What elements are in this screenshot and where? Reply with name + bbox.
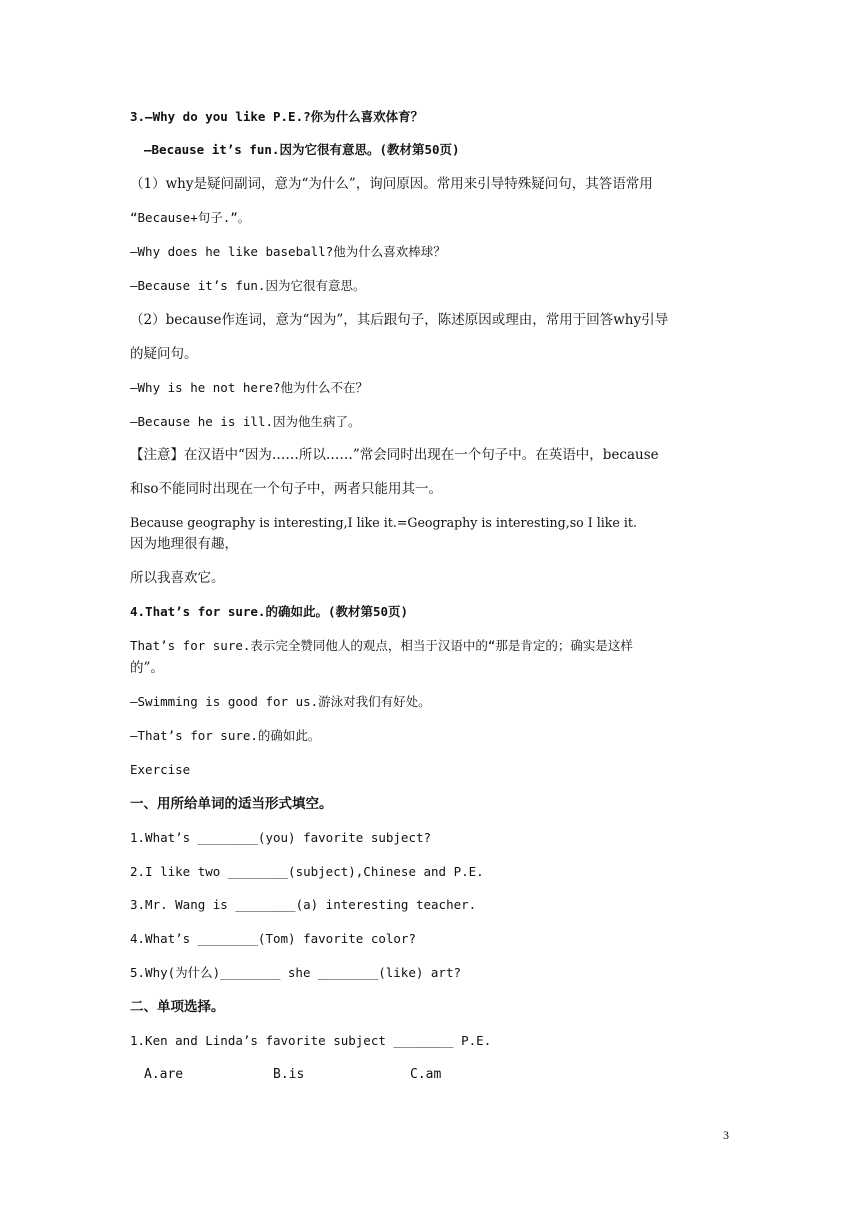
item-3-answer: —Because it’s fun.因为它很有意思。(教材第50页) xyxy=(144,142,460,157)
attention-line-1: 【注意】在汉语中“因为……所以……”常会同时出现在一个句子中。在英语中，because xyxy=(130,447,659,463)
fill-blank-2: 2.I like two ________(subject),Chinese and P.E. xyxy=(130,864,484,879)
section-1-heading: 一、用所给单词的适当形式填空。 xyxy=(130,796,333,812)
note-1-line-2: “Because+句子.”。 xyxy=(130,210,251,225)
item-4-heading: 4.That’s for sure.的确如此。(教材第50页) xyxy=(130,604,409,619)
note-1-line-1: （1）why是疑问副词，意为“为什么”，询问原因。常用来引导特殊疑问句，其答语常用 xyxy=(130,176,653,192)
note-2-line-2: 的疑问句。 xyxy=(130,346,198,362)
example-translation-2: 所以我喜欢它。 xyxy=(130,570,225,586)
item-4-example-2: —That’s for sure.的确如此。 xyxy=(130,728,321,743)
item-4-explanation-2: 的”。 xyxy=(130,660,164,676)
attention-line-2: 和so不能同时出现在一个句子中，两者只能用其一。 xyxy=(130,481,443,497)
example-translation-1: 因为地理很有趣， xyxy=(130,536,238,552)
section-2-heading: 二、单项选择。 xyxy=(130,999,225,1015)
option-c: C.am xyxy=(410,1067,442,1082)
example-question-1: —Why does he like baseball?他为什么喜欢棒球？ xyxy=(130,244,446,259)
example-question-2: —Why is he not here?他为什么不在？ xyxy=(130,380,369,395)
note-2-line-1: （2）because作连词，意为“因为”，其后跟句子，陈述原因或理由，常用于回答why引导 xyxy=(130,312,669,328)
item-4-explanation-1: That’s for sure.表示完全赞同他人的观点，相当于汉语中的“那是肯定的；确实是这样 xyxy=(130,638,633,653)
option-a: A.are xyxy=(144,1067,184,1082)
item-3-heading: 3.—Why do you like P.E.?你为什么喜欢体育？ xyxy=(130,109,424,124)
choice-question-1: 1.Ken and Linda’s favorite subject ________ P.E. xyxy=(130,1033,492,1048)
item-4-example-1: —Swimming is good for us.游泳对我们有好处。 xyxy=(130,694,431,709)
fill-blank-4: 4.What’s ________(Tom) favorite color? xyxy=(130,931,416,946)
option-b: B.is xyxy=(273,1067,305,1082)
fill-blank-1: 1.What’s ________(you) favorite subject? xyxy=(130,830,432,845)
fill-blank-5: 5.Why(为什么)________ she ________(like) art? xyxy=(130,965,461,980)
example-answer-2: —Because he is ill.因为他生病了。 xyxy=(130,414,361,429)
fill-blank-3: 3.Mr. Wang is ________(a) interesting teacher. xyxy=(130,897,477,912)
example-answer-1: —Because it’s fun.因为它很有意思。 xyxy=(130,278,366,293)
page-number: 3 xyxy=(723,1128,729,1142)
exercise-heading: Exercise xyxy=(130,762,191,777)
example-sentence: Because geography is interesting,I like it.=Geography is interesting,so I like it. xyxy=(130,515,637,530)
